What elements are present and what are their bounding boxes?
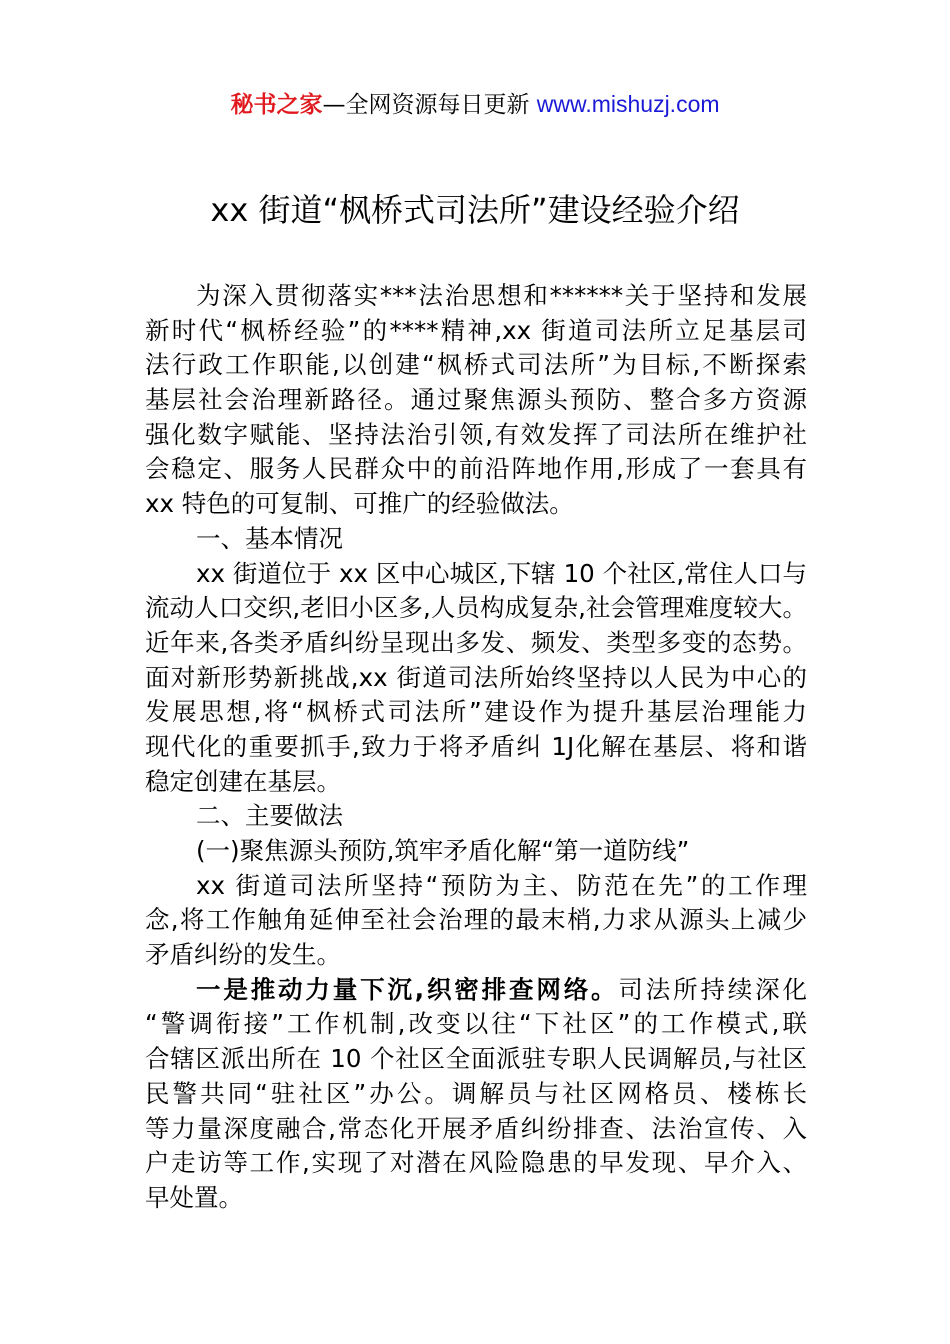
- paragraph-line: 流动人口交织,老旧小区多,人员构成复杂,社会管理难度较大。: [145, 593, 807, 623]
- paragraph-line: 户走访等工作,实现了对潜在风险隐患的早发现、早介入、: [145, 1148, 807, 1178]
- paragraph-line: 强化数字赋能、坚持法治引领,有效发挥了司法所在维护社: [145, 419, 807, 449]
- section-heading: 一、基本情况: [196, 523, 343, 553]
- paragraph-line: xx 街道司法所坚持“预防为主、防范在先”的工作理: [196, 870, 807, 900]
- bold-lead-phrase: 一是推动力量下沉,织密排查网络。: [196, 974, 619, 1004]
- paragraph-line: [145, 973, 807, 1008]
- site-url-link[interactable]: www.mishuzj.com: [536, 91, 720, 117]
- paragraph-line: 稳定创建在基层。: [145, 766, 341, 796]
- paragraph-line: 基层社会治理新路径。通过聚焦源头预防、整合多方资源: [145, 385, 807, 415]
- site-header: [0, 88, 950, 121]
- paragraph-line: 念,将工作触角延伸至社会治理的最末梢,力求从源头上减少: [145, 905, 807, 935]
- paragraph-line: 为深入贯彻落实***法治思想和******关于坚持和发展: [196, 281, 807, 310]
- paragraph-line: 早处置。: [145, 1182, 243, 1212]
- header-tagline: —全网资源每日更新: [322, 92, 537, 118]
- document-body: [145, 279, 807, 1216]
- brand-name: 秘书之家: [230, 92, 323, 118]
- paragraph-line: 面对新形势新挑战,xx 街道司法所始终坚持以人民为中心的: [145, 662, 807, 692]
- paragraph-line: 民警共同“驻社区”办公。调解员与社区网格员、楼栋长: [145, 1078, 807, 1108]
- paragraph-line: 新时代“枫桥经验”的****精神,xx 街道司法所立足基层司: [145, 315, 807, 345]
- subsection-heading: (一)聚焦源头预防,筑牢矛盾化解“第一道防线”: [196, 836, 690, 865]
- paragraph-line: xx 街道位于 xx 区中心城区,下辖 10 个社区,常住人口与: [196, 558, 807, 588]
- paragraph-line: “警调衔接”工作机制,改变以往“下社区”的工作模式,联: [145, 1009, 807, 1039]
- paragraph-line: 近年来,各类矛盾纠纷呈现出多发、频发、类型多变的态势。: [145, 627, 807, 657]
- paragraph-line: 等力量深度融合,常态化开展矛盾纠纷排查、法治宣传、入: [145, 1113, 807, 1143]
- section-heading: 二、主要做法: [196, 801, 343, 831]
- paragraph-line: 矛盾纠纷的发生。: [145, 940, 341, 970]
- paragraph-line: 合辖区派出所在 10 个社区全面派驻专职人民调解员,与社区: [145, 1044, 807, 1074]
- paragraph-line: 会稳定、服务人民群众中的前沿阵地作用,形成了一套具有: [145, 454, 807, 484]
- document-title: xx 街道“枫桥式司法所”建设经验介绍: [210, 191, 740, 229]
- paragraph-line: xx 特色的可复制、可推广的经验做法。: [145, 489, 574, 519]
- paragraph-line: 发展思想,将“枫桥式司法所”建设作为提升基层治理能力: [145, 697, 807, 727]
- paragraph-text: 司法所持续深化: [618, 974, 808, 1004]
- paragraph-line: 现代化的重要抓手,致力于将矛盾纠 1J化解在基层、将和谐: [145, 731, 807, 761]
- paragraph-line: 法行政工作职能,以创建“枫桥式司法所”为目标,不断探索: [145, 350, 807, 380]
